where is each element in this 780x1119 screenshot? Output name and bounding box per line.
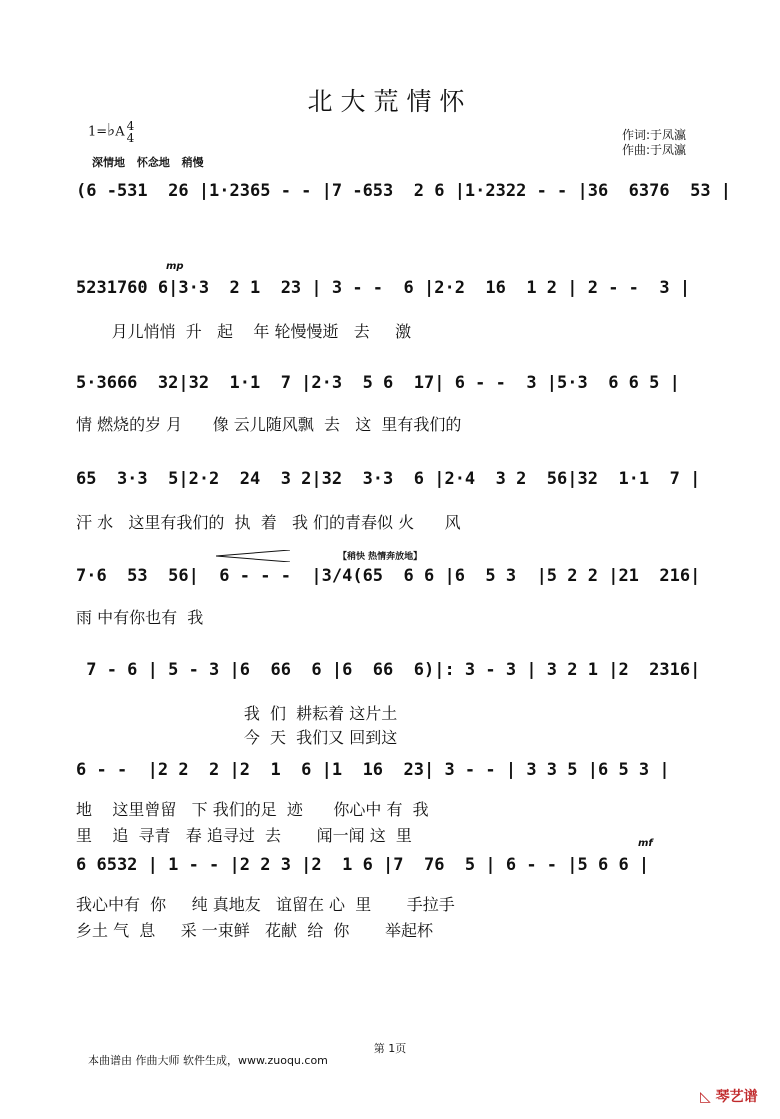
section-mark: 【稍快 热情奔放地】 [338, 552, 423, 562]
time-top: 4 [126, 119, 135, 133]
key-signature [88, 120, 134, 144]
lyrics-line: 我 们 耕耘着 这片土 [76, 704, 398, 723]
logo-icon: ◺ [700, 1089, 716, 1105]
notes-line: 65 3·3 5|2·2 24 3 2|32 3·3 6 |2·4 3 2 56|32 1·1 7 | [76, 469, 701, 489]
key-prefix: 1= [88, 124, 108, 140]
score-row-8 [76, 838, 716, 940]
notes-line: 6 - - |2 2 2 |2 1 6 |1 16 23| 3 - - | 3 3 5 |6 5 3 | [76, 760, 670, 780]
lyrics-line: 雨 中有你也有 我 [76, 608, 204, 627]
crescendo-icon [216, 547, 290, 559]
notes-line: 6 6532 | 1 - - |2 2 3 |2 1 6 |7 76 5 | 6 - - |5 6 6 | [76, 855, 650, 875]
notes-line: (6 -531 26 |1·2365 - - |7 -653 2 6 |1·2322 - - |36 6376 53 | [76, 181, 732, 201]
credits [622, 128, 686, 158]
dynamic-mf: mf [638, 838, 653, 849]
lyrics-line: 里 追 寻青 春 追寻过 去 闻一闻 这 里 [76, 826, 412, 845]
tempo-marking: 深情地 怀念地 稍慢 [92, 156, 204, 169]
dynamic-mp: mp [166, 261, 184, 272]
time-bottom: 4 [126, 131, 135, 145]
score-row-5 [76, 552, 716, 627]
site-logo [700, 1086, 758, 1106]
flat-icon: ♭ [107, 120, 116, 141]
notes-line: 7·6 53 56| 6 - - - |3/4(65 6 6 |6 5 3 |5 2 2 |21 216| [76, 566, 701, 586]
lyrics-line: 月儿悄悄 升 起 年 轮慢慢逝 去 激 [76, 322, 412, 341]
lyricist: 作词:于凤瀛 [622, 128, 687, 142]
lyrics-line: 地 这里曾留 下 我们的足 迹 你心中 有 我 [76, 800, 429, 819]
lyrics-line: 今 天 我们又 回到这 [76, 728, 398, 747]
time-signature [127, 120, 135, 144]
logo-text: 琴艺谱 [715, 1089, 758, 1105]
lyrics-line: 乡土 气 息 采 一束鲜 花献 给 你 举起杯 [76, 921, 433, 940]
lyrics-line: 汗 水 这里有我们的 执 着 我 们的青春似 火 风 [76, 513, 461, 532]
song-title: 北大荒情怀 [307, 87, 473, 116]
page-number: 第 1页 [373, 1042, 407, 1055]
lyrics-line: 情 燃烧的岁 月 像 云儿随风飘 去 这 里有我们的 [76, 415, 462, 434]
score-row-1 [76, 178, 732, 214]
notes-line: 7 - 6 | 5 - 3 |6 66 6 |6 66 6)|: 3 - 3 | 3 2 1 |2 2316| [76, 660, 701, 680]
notes-line: 5231760 6|3·3 2 1 23 | 3 - - 6 |2·2 16 1 2 | 2 - - 3 | [76, 278, 691, 298]
score-row-3 [76, 370, 716, 434]
score-row-6 [76, 657, 716, 747]
notes-line: 5·3666 32|32 1·1 7 |2·3 5 6 17| 6 - - 3 |5·3 6 6 5 | [76, 373, 680, 393]
score-row-2 [76, 261, 716, 341]
score-row-4 [76, 466, 716, 532]
lyrics-line: 我心中有 你 纯 真地友 谊留在 心 里 手拉手 [76, 895, 455, 914]
generator-credit: 本曲谱由 作曲大师 软件生成，www.zuoqu.com [88, 1054, 328, 1067]
composer: 作曲:于凤瀛 [622, 143, 687, 157]
key-note: A [115, 124, 125, 140]
